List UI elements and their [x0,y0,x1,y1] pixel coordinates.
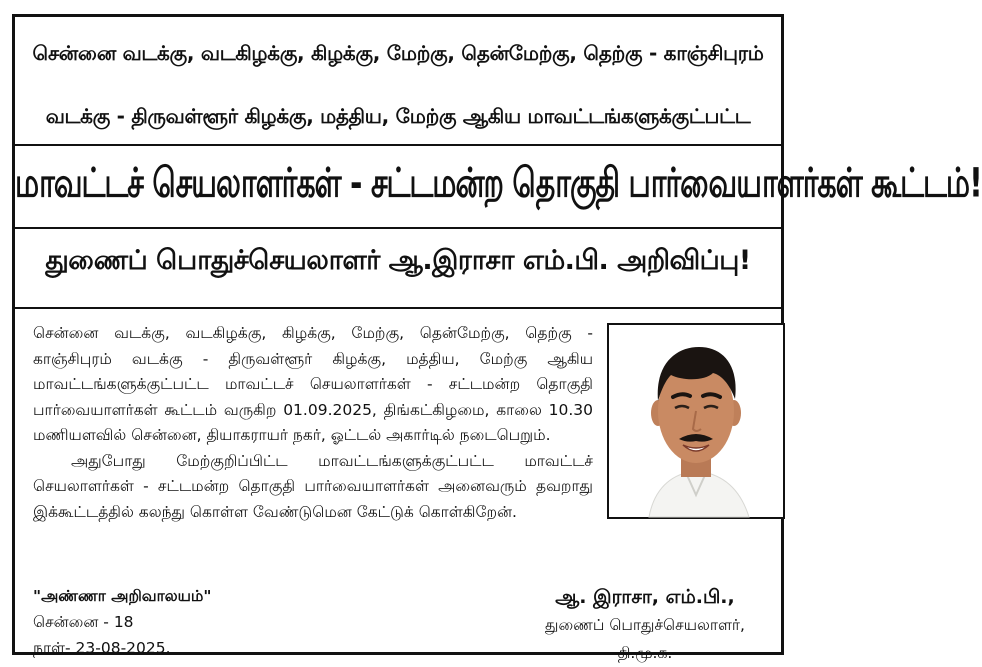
announcement-subtitle: துணைப் பொதுச்செயலாளர் ஆ.இராசா எம்.பி. அறிவிப்பு! [45,245,751,276]
footer-left [33,583,211,661]
office-city: சென்னை - 18 [33,613,134,631]
notice-frame [12,14,982,662]
notice-body [33,321,593,525]
signer-title: துணைப் பொதுச்செயலாளர், [545,616,745,634]
person-portrait-icon [609,325,783,517]
notice-date: நாள்- 23-08-2025. [33,639,171,657]
body-paragraph-2: அதுபோது மேற்குறிப்பிட்ட மாவட்டங்களுக்குட்பட்ட மாவட்டச் செயலாளர்கள் - சட்டமன்ற தொகுதி பார்வையாளர்கள் அனைவரும் தவறாது இக்கூட்டத்தில் கலந்து கொள்ள வேண்டுமென கேட்டுக் கொள்கிறேன். [33,451,593,521]
body-paragraph-1: சென்னை வடக்கு, வடகிழக்கு, கிழக்கு, மேற்கு, தென்மேற்கு, தெற்கு - காஞ்சிபுரம் வடக்கு - திருவள்ளூர் கிழக்கு, மத்திய, மேற்கு ஆகிய மாவட்டங்களுக்குட்பட்ட மாவட்டச் செயலாளர்கள் - சட்டமன்ற தொகுதி பார்வையாளர்கள் கூட்டம் வருகிற 01.09.2025, திங்கட்கிழமை, காலை 10.30 மணியளவில் சென்னை, தியாகராயர் நகர், ஓட்டல் அகார்டில் நடைபெறும். [33,324,593,444]
header-line-1: சென்னை வடக்கு, வடகிழக்கு, கிழக்கு, மேற்கு, தென்மேற்கு, தெற்கு - காஞ்சிபுரம் [32,41,764,65]
signer-name: ஆ. இராசா, எம்.பி., [555,586,735,608]
party-name: தி.மு.க. [617,644,673,662]
divider [15,307,781,309]
divider [15,227,781,229]
signature-block [495,583,795,667]
portrait-photo [607,323,785,519]
header-line-2: வடக்கு - திருவள்ளூர் கிழக்கு, மத்திய, மேற்கு ஆகிய மாவட்டங்களுக்குட்பட்ட [45,104,751,128]
banner-title: மாவட்டச் செயலாளர்கள் - சட்டமன்ற தொகுதி பார்வையாளர்கள் கூட்டம்! [15,160,982,208]
office-name: "அண்ணா அறிவாலயம்" [33,587,212,605]
divider [15,144,781,146]
